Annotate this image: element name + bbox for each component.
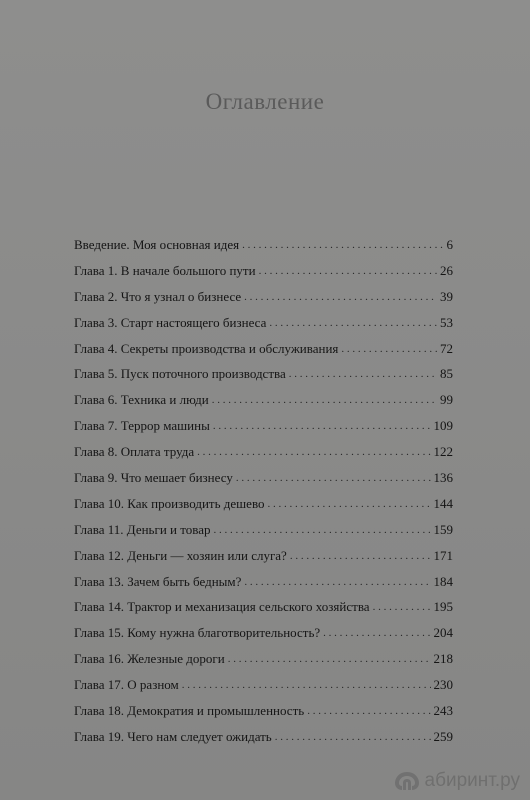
toc-entry [74,387,453,413]
toc-entry-page-number: 159 [433,521,453,537]
toc-entry-page-number: 109 [433,418,453,434]
dot-leader [269,318,437,328]
toc-entry-title: Глава 17. О разном [74,677,179,693]
toc-entry-page-number: 218 [433,651,453,667]
toc-entry-title: Глава 12. Деньги — хозяин или слуга? [74,547,287,563]
toc-entry-page-number: 136 [433,470,453,486]
dot-leader [228,654,431,664]
toc-entry-page-number: 26 [440,262,453,278]
toc-entry-title: Глава 13. Зачем быть бедным? [74,573,242,589]
toc-entry-page-number: 122 [433,444,453,460]
toc-entry-page-number: 99 [440,392,453,408]
toc-entry [74,517,453,543]
toc-entry-title: Глава 15. Кому нужна благотворительность? [74,625,321,641]
toc-entry-title: Глава 11. Деньги и товар [74,521,211,537]
toc-entry [74,594,453,620]
toc-entry-title: Глава 19. Чего нам следует ожидать [74,728,272,744]
toc-entry [74,284,453,310]
toc-entry-title: Глава 7. Террор машины [74,418,210,434]
dot-leader [290,551,431,561]
toc-entry [74,620,453,646]
page-title: Оглавление [205,89,325,115]
dot-leader [212,395,437,405]
toc-entry [74,543,453,569]
toc-entry-title: Глава 4. Секреты производства и обслуживания [74,340,339,356]
dot-leader [289,369,437,379]
toc-entry [74,413,453,439]
toc-entry [74,672,453,698]
toc-entry-title: Глава 8. Оплата труда [74,444,195,460]
toc-entry-title: Глава 3. Старт настоящего бизнеса [74,314,267,330]
toc-entry [74,361,453,387]
toc-entry [74,336,453,362]
dot-leader [341,344,437,354]
toc-entry-title: Глава 2. Что я узнал о бизнесе [74,288,242,304]
toc-entry-title: Глава 9. Что мешает бизнесу [74,470,233,486]
dot-leader [323,628,430,638]
toc-entry-page-number: 259 [433,728,453,744]
toc-entry [74,439,453,465]
dot-leader [213,421,431,431]
toc-entry-title: Глава 1. В начале большого пути [74,262,256,278]
toc-entry [74,646,453,672]
dot-leader [242,240,443,250]
toc-entry-page-number: 85 [440,366,453,382]
toc-entry [74,491,453,517]
labyrinth-logo-icon [393,770,421,792]
toc-entry-title: Глава 6. Техника и люди [74,392,209,408]
toc-entry-page-number: 195 [433,599,453,615]
toc-entry-title: Глава 18. Демократия и промышленность [74,703,305,719]
toc-entry-page-number: 243 [433,703,453,719]
dot-leader [307,706,430,716]
dot-leader [182,680,431,690]
dot-leader [373,602,431,612]
toc-entry-title: Глава 10. Как производить дешево [74,495,265,511]
toc-entry [74,232,453,258]
dot-leader [197,447,430,457]
table-of-contents [74,232,453,750]
toc-entry [74,698,453,724]
toc-entry-page-number: 53 [440,314,453,330]
toc-entry-page-number: 39 [440,288,453,304]
toc-entry-title: Глава 16. Железные дороги [74,651,225,667]
toc-entry-page-number: 204 [433,625,453,641]
dot-leader [268,499,431,509]
toc-entry-page-number: 184 [433,573,453,589]
dot-leader [275,732,431,742]
toc-entry [74,465,453,491]
toc-entry-page-number: 144 [433,495,453,511]
toc-entry [74,724,453,750]
toc-entry-page-number: 6 [446,237,453,252]
toc-entry-page-number: 72 [440,340,453,356]
toc-entry [74,569,453,595]
dot-leader [236,473,431,483]
dot-leader [259,266,437,276]
watermark [393,770,520,792]
toc-entry [74,310,453,336]
toc-entry-page-number: 230 [433,677,453,693]
toc-entry-page-number: 171 [433,547,453,563]
dot-leader [244,577,430,587]
toc-entry-title: Глава 5. Пуск поточного производства [74,366,286,382]
toc-entry [74,258,453,284]
dot-leader [244,292,437,302]
toc-entry-title: Глава 14. Трактор и механизация сельского хозяйства [74,599,370,615]
dot-leader [213,525,430,535]
toc-entry-title: Введение. Моя основная идея [74,237,240,252]
watermark-text: абиринт.ру [424,770,520,791]
